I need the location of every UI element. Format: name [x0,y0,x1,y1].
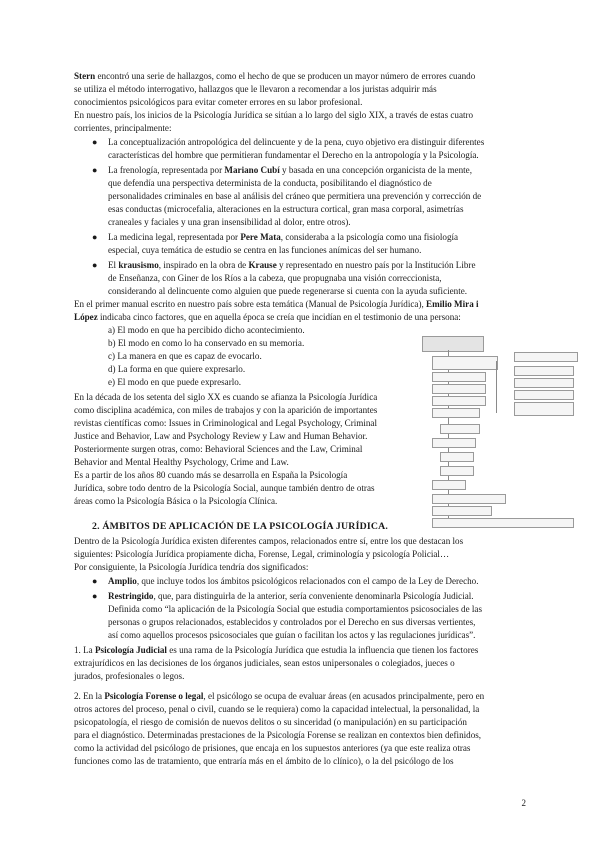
diagram-node [432,506,492,516]
text-run: y basada en una concepción organicista de la mente, [279,165,472,175]
diagram-connector [496,361,497,413]
bullet-dot: ● [92,260,98,270]
diagram-node [432,396,486,406]
text-run: , que, para distinguirla de la anterior, sería conveniente denominarla Psicología Judicial. [153,591,474,601]
paragraph-line: Dentro de la Psicología Jurídica existen diferentes campos, relacionados entre sí, entre los que destacan los [74,536,464,546]
list-item-line: personas o grupos relacionados, establecidos y controlados por el Derecho en sus diversas vertientes, [108,617,476,627]
bold-name: Emilio Mira i [426,299,479,309]
paragraph-line: áreas como la Psicología Básica o la Psicología Clínica. [74,496,278,506]
bullet-dot: ● [92,576,98,586]
text-run: , inspirado en la obra de [158,260,249,270]
diagram-node [440,424,480,434]
bold-name: Krause [248,260,277,270]
bold-term: Restringido [108,591,154,601]
bold-name: Mariano Cubí [224,165,280,175]
diagram-node [432,518,574,528]
list-item-line: La conceptualización antropológica del delincuente y de la pena, cuyo objetivo era distinguir diferentes [108,137,485,147]
paragraph-line [74,311,461,324]
diagram-node [514,378,574,388]
page-number: 2 [521,798,526,808]
embedded-diagram-image [420,334,576,530]
paragraph-line: otros actores del proceso, penal o civil, cuando se le requiera) como la capacidad intelectual, la personalidad, la [74,704,480,714]
bold-name-stern: Stern [74,71,96,81]
diagram-node [440,466,474,476]
paragraph-line: funciones como las de tratamiento, que entraría más en el ámbito de lo clínico), o la del psicólogo de los [74,756,454,766]
list-item-line: considerando al delincuente como alguien que puede regenerarse si cuenta con la ayuda suficiente. [108,286,468,296]
bold-name: krausismo [118,260,159,270]
text-run: encontró una serie de hallazgos, como el hecho de que se producen un mayor número de errores cuando [95,71,476,81]
list-item: c) La manera en que es capaz de evocarlo. [108,351,262,361]
paragraph-line: Jurídica, sobre todo dentro de la Psicología Social, aunque también dentro de otras [74,483,375,493]
paragraph-line: como la actividad del psicólogo de prisiones, que encaja en los supuestos anteriores (ya que este realiza otras [74,743,471,753]
diagram-node [432,480,466,490]
bold-term: Amplio [108,576,137,586]
list-item-line: Definida como “la aplicación de la Psicología Social que estudia comportamientos psicosociales de las [108,604,482,614]
diagram-node [432,372,486,382]
text-run: y representado en nuestro país por la Institución Libre [276,260,476,270]
text-run: La medicina legal, representada por [108,232,241,242]
paragraph-line: Posteriormente surgen otras, como: Behavioral Sciences and the Law, Criminal [74,444,363,454]
list-item-line: craneales y faciales y una gran insensibilidad al dolor, entre otros). [108,217,351,227]
list-item: d) La forma en que quiere expresarlo. [108,364,246,374]
text-run: , el psicólogo se ocupa de evaluar áreas (en acusados principalmente, pero en [203,691,485,701]
list-item: a) El modo en que ha percibido dicho acontecimiento. [108,325,305,335]
diagram-node [432,494,506,504]
diagram-node [514,390,574,400]
text-run: es una rama de la Psicología Jurídica que estudia la influencia que tienen los factores [166,645,479,655]
list-item-line: de Enseñanza, con Giner de los Ríos a la cabeza, que propugnaba una visión correccionista, [108,273,442,283]
diagram-node [514,366,574,376]
list-item-line: personalidades criminales en base al análisis del cráneo que permitiera una prevención y corrección de [108,191,482,201]
bullet-dot: ● [92,165,98,175]
paragraph-line [74,690,484,703]
text-run: El [108,260,119,270]
list-item-line: especial, cuya temática de estudio se centra en las funciones anímicas del ser humano. [108,245,422,255]
list-item-line [108,231,458,244]
text-run: indicaba cinco factores, que en aquella época se creía que incidían en el testimonio de una persona: [97,312,461,322]
paragraph-line: siguientes: Psicología Jurídica propiamente dicha, Forense, Legal, criminología y psicología Policial… [74,549,450,559]
paragraph-line: corrientes, principalmente: [74,123,172,133]
bold-term: Psicología Judicial [94,645,167,655]
bullet-dot: ● [92,591,98,601]
list-item-line: que defendía una perspectiva determinista de la conducta, posibilitando el diagnóstico de [108,178,432,188]
diagram-node [514,352,578,362]
diagram-node [432,408,480,418]
paragraph-line: psicopatología, el riesgo de comisión de nuevos delitos o su sinceridad (o manipulación) en su participación [74,717,467,727]
list-item-line: esas conductas (microcefalia, alteraciones en la estructura cortical, gran masa corporal, asimetrías [108,204,464,214]
text-run: , que incluye todos los ámbitos psicológicos relacionados con el campo de la Ley de Derecho. [136,576,479,586]
paragraph-line: como disciplina académica, con miles de trabajos y con la aparición de importantes [74,405,378,415]
bold-term: Psicología Forense o legal [104,691,204,701]
paragraph-line: Es a partir de los años 80 cuando más se desarrolla en España la Psicología [74,470,348,480]
paragraph-line [74,298,479,311]
list-item: e) El modo en que puede expresarlo. [108,377,242,387]
text-run: La frenología, representada por [108,165,225,175]
text-run: 1. La [74,645,95,655]
text-run: En el primer manual escrito en nuestro país sobre esta temática (Manual de Psicología Jurídica), [74,299,427,309]
paragraph-line: En nuestro país, los inicios de la Psicología Jurídica se sitúan a lo largo del siglo XIX, a través de estas cuatro [74,110,474,120]
paragraph-line: Behavior and Mental Healthy Psychology, Crime and Law. [74,457,289,467]
paragraph-line [74,70,475,83]
diagram-node [422,336,484,352]
text-run: , consideraba a la psicología como una fisiología [280,232,459,242]
list-item-line [108,259,476,272]
paragraph-line: revistas científicas como: Issues in Criminological and Legal Psychology, Criminal [74,418,377,428]
bold-name: Pere Mata [240,232,281,242]
paragraph-line: Justice and Behavior, Law and Psychology Review y Law and Human Behavior. [74,431,368,441]
paragraph-line: se utiliza el método interrogativo, hallazgos que le llevaron a recomendar a los juristas adquirir más [74,84,437,94]
list-item-line [108,575,479,588]
diagram-node [432,356,498,370]
paragraph-line: extrajurídicos en las decisiones de los órganos judiciales, sean estos unipersonales o colegiados, jueces o [74,658,455,668]
paragraph-line: En la década de los setenta del siglo XX es cuando se afianza la Psicología Jurídica [74,392,378,402]
section-heading: 2. ÁMBITOS DE APLICACIÓN DE LA PSICOLOGÍA JURÍDICA. [92,521,389,532]
paragraph-line: jurados, profesionales o legos. [74,671,185,681]
diagram-node [440,452,474,462]
list-item-line [108,164,472,177]
list-item: b) El modo en como lo ha conservado en su memoria. [108,338,305,348]
list-item-line: así como aquellos procesos psicosociales que guían o facilitan los actos y las regulaciones jurídicas”. [108,630,476,640]
bold-name: López [74,312,98,322]
paragraph-line [74,644,478,657]
paragraph-line: conocimientos psicológicos para evitar cometer errores en su labor profesional. [74,97,363,107]
diagram-node [514,402,574,416]
list-item-line [108,590,474,603]
list-item-line: características del hombre que permitieran fundamentar el Derecho en la antropología y la Psicología. [108,150,479,160]
diagram-node [432,384,486,394]
text-run: 2. En la [74,691,105,701]
bullet-dot: ● [92,232,98,242]
bullet-dot: ● [92,137,98,147]
diagram-node [432,438,476,448]
paragraph-line: Por consiguiente, la Psicología Jurídica tendría dos significados: [74,562,309,572]
paragraph-line: para el diagnóstico. Determinadas prestaciones de la Psicología Forense se realizan en contextos bien definidos, [74,730,482,740]
